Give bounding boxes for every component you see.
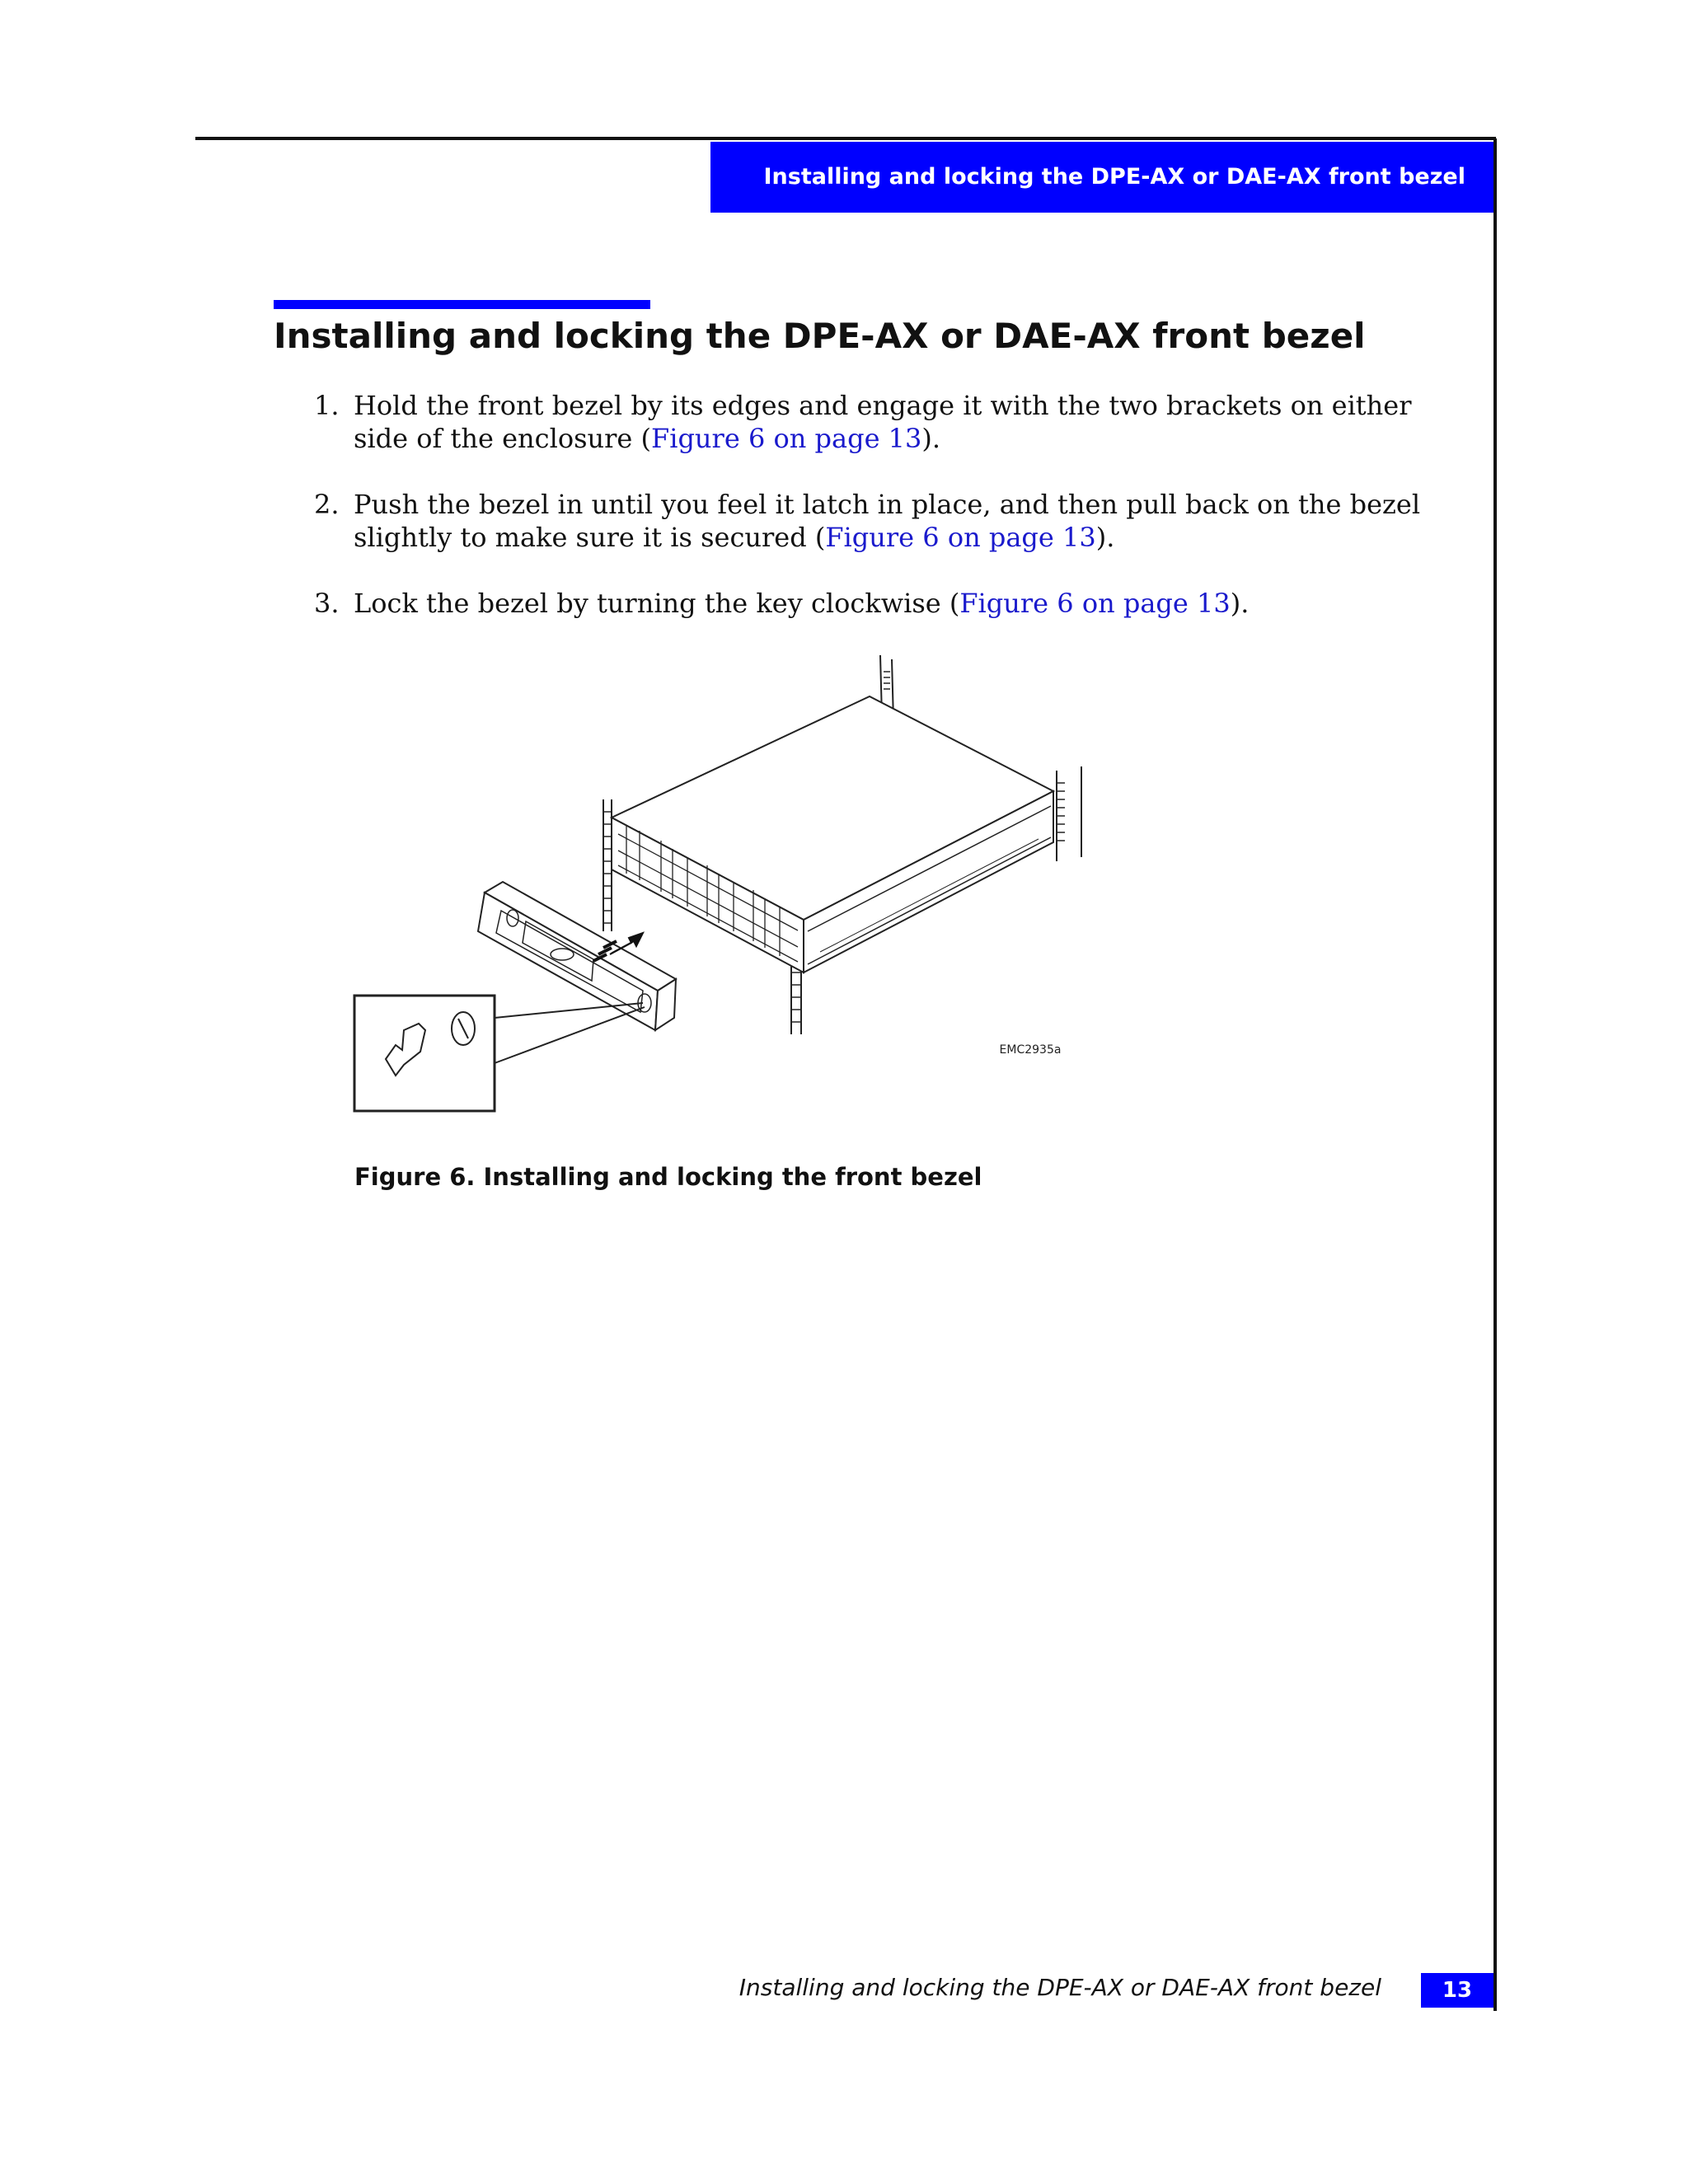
step-item — [307, 587, 1428, 620]
step-text: Hold the front bezel by its edges and engage it with the two brackets on either side of the enclosure (Figure 6 on page 13). — [354, 390, 1412, 454]
step-item — [307, 488, 1428, 554]
step-text: Lock the bezel by turning the key clockwise (Figure 6 on page 13). — [354, 588, 1250, 619]
step-text: Push the bezel in until you feel it latch in place, and then pull back on the bezel slightly to make sure it is secured (Figure 6 on page 13). — [354, 489, 1421, 553]
figure-cross-reference-link[interactable]: Figure 6 on page 13 — [651, 423, 922, 454]
section-title-bar — [274, 300, 650, 309]
key-lock-callout — [354, 996, 645, 1111]
footer-title: Installing and locking the DPE-AX or DAE-AX front bezel — [738, 1974, 1381, 2001]
step-number: 2. — [314, 489, 340, 520]
figure-caption: Figure 6. Installing and locking the front bezel — [354, 1163, 982, 1191]
running-header: Installing and locking the DPE-AX or DAE-AX front bezel — [710, 142, 1493, 213]
section-title: Installing and locking the DPE-AX or DAE-AX front bezel — [274, 316, 1366, 356]
step-list — [307, 389, 1428, 653]
page-edge-rule — [1493, 138, 1497, 2011]
figure-cross-reference-link[interactable]: Figure 6 on page 13 — [959, 588, 1231, 619]
bezel-illustration — [346, 643, 1104, 1121]
step-number: 3. — [314, 588, 340, 619]
step-item — [307, 389, 1428, 455]
step-number: 1. — [314, 390, 340, 421]
figure-cross-reference-link[interactable]: Figure 6 on page 13 — [825, 522, 1096, 553]
header-rule — [195, 137, 1496, 140]
bezel-installation-figure — [346, 643, 1104, 1121]
enclosure-chassis — [612, 696, 1053, 972]
page-number: 13 — [1421, 1973, 1493, 2008]
right-rack-rail — [1057, 766, 1081, 861]
front-left-rack-rail — [603, 799, 612, 931]
figure-code: EMC2935a — [999, 1043, 1062, 1057]
front-bezel — [478, 882, 676, 1030]
